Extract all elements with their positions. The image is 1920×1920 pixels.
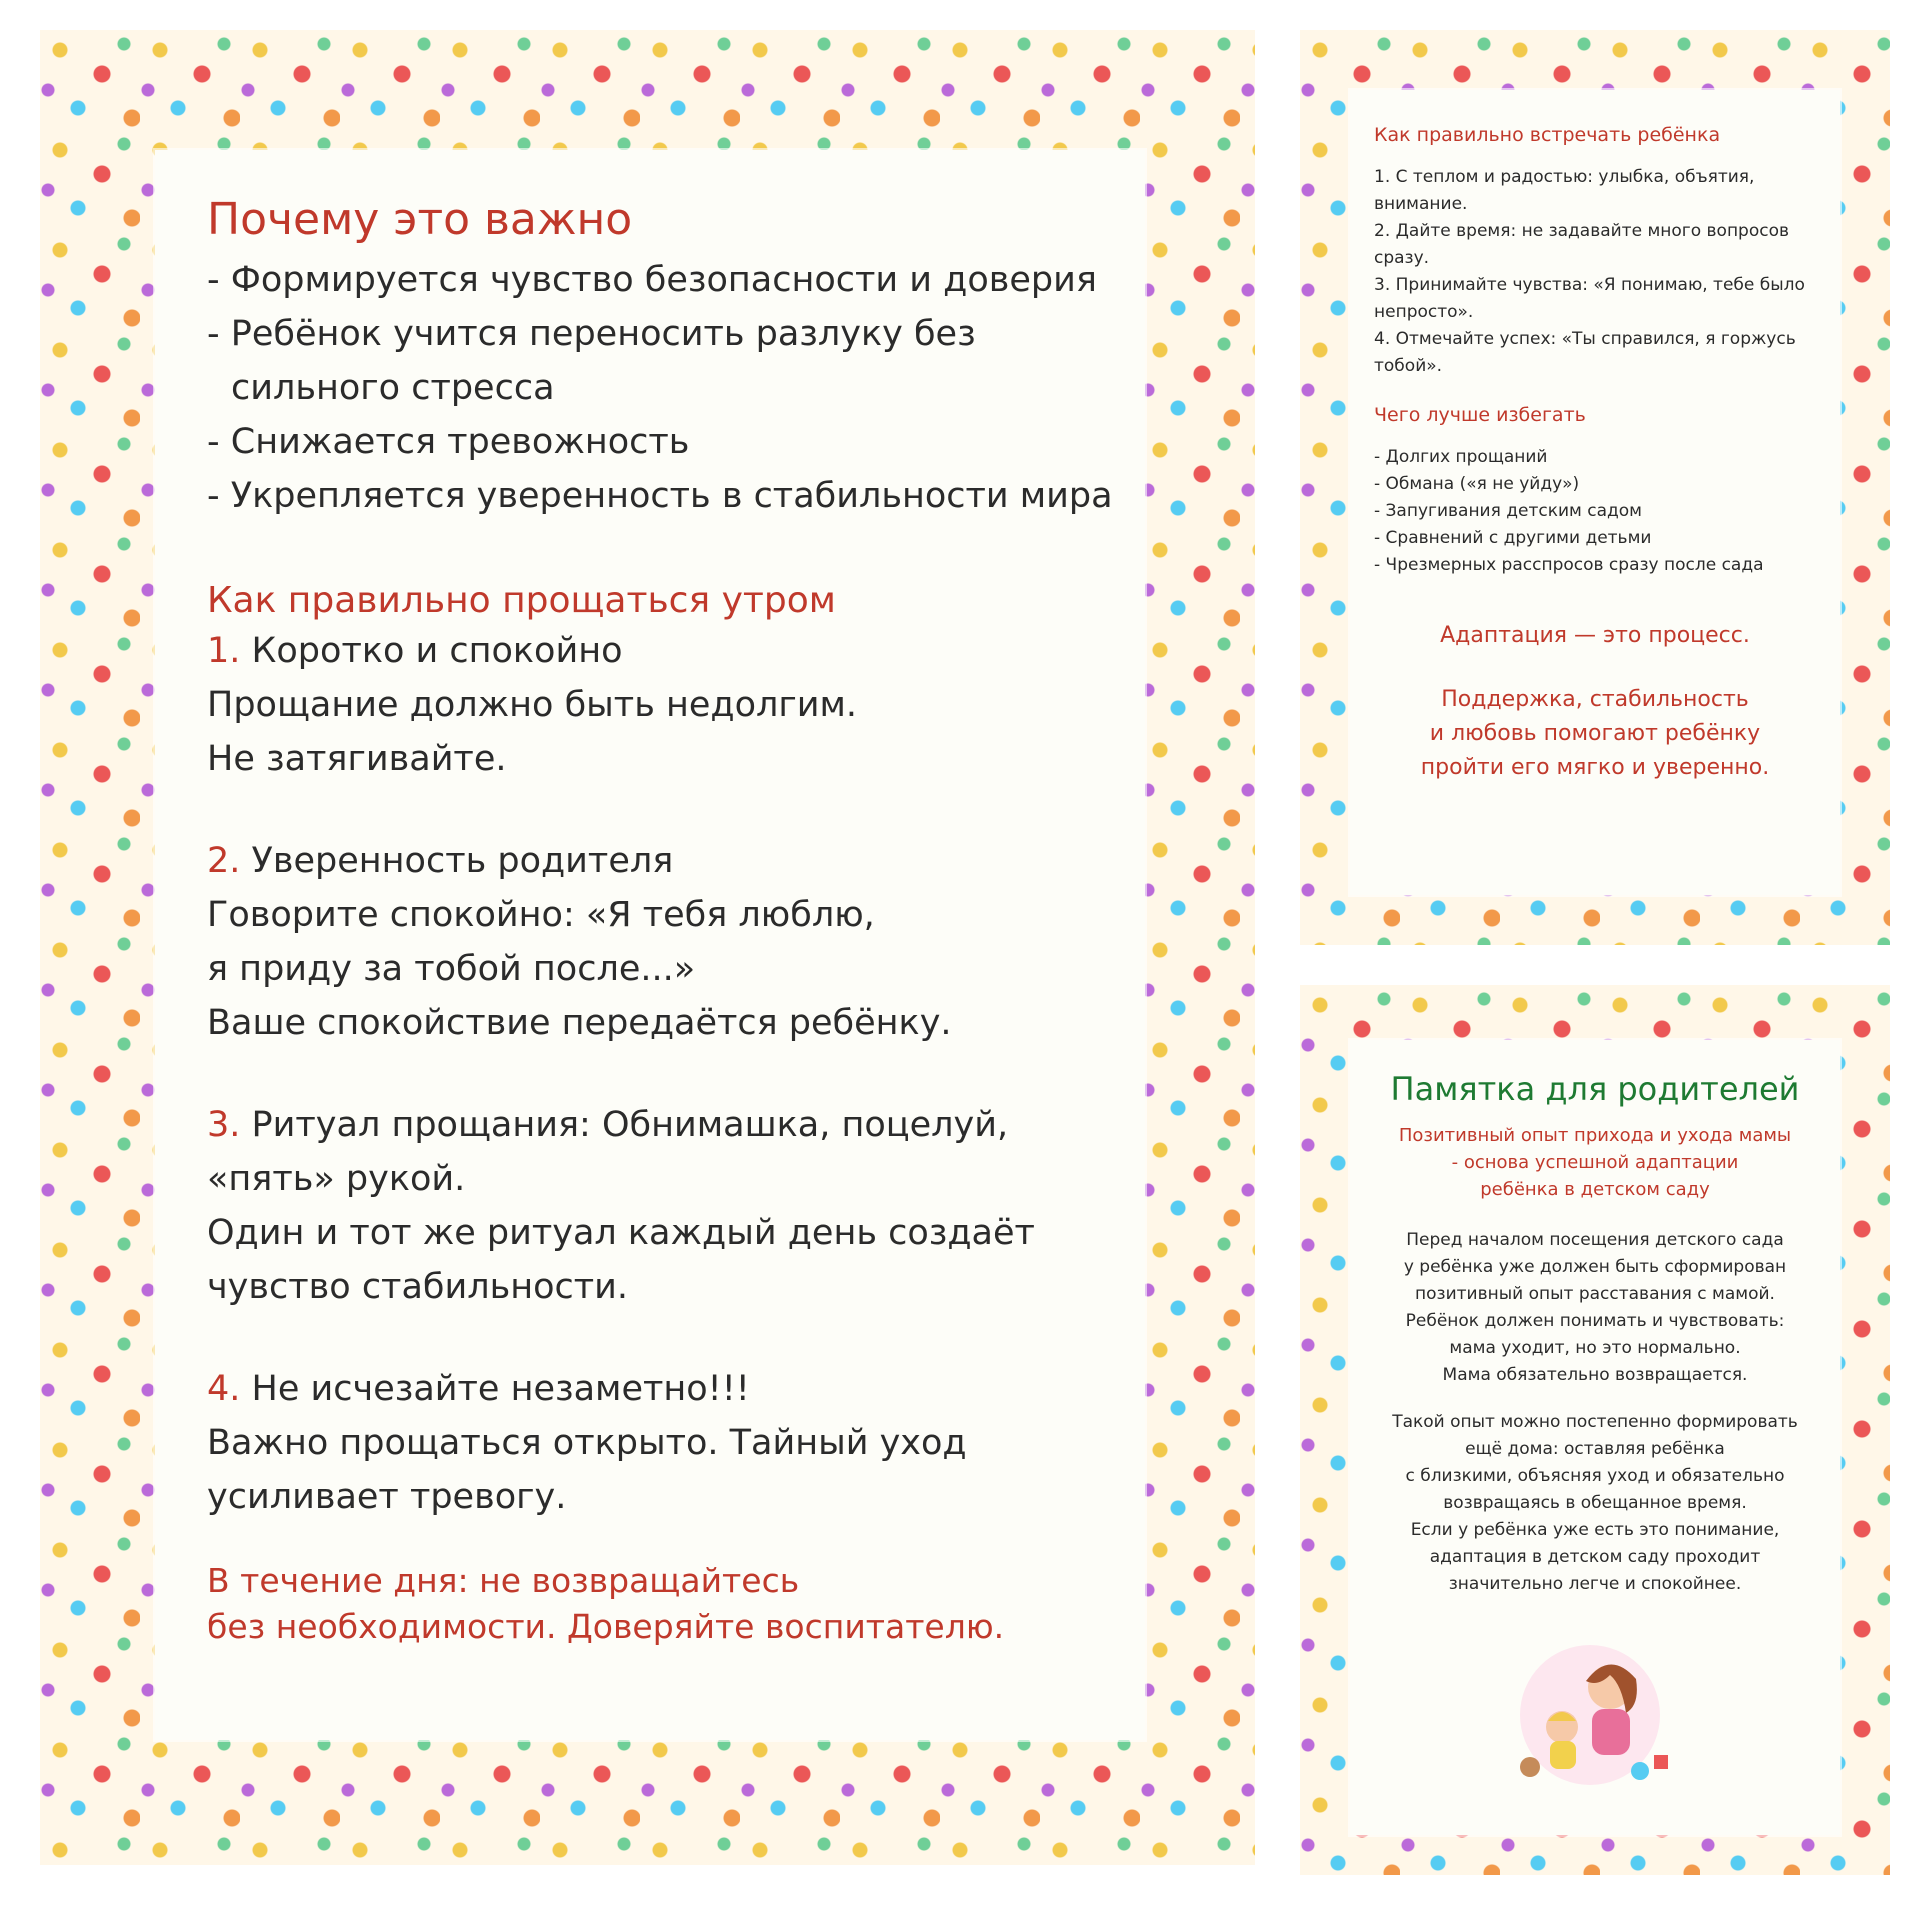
step-4 [207,1362,1125,1524]
step-number: 2. [207,840,241,881]
reasons-list [155,253,1145,523]
list-item: 4. Отмечайте успех: «Ты справился, я горжусь тобой». [1374,329,1796,376]
list-item: 3. Принимайте чувства: «Я понимаю, тебе было непросто». [1374,275,1805,322]
morning-title: Как правильно прощаться утром [207,579,836,621]
step-title: Уверенность родителя [251,840,674,881]
step-body: Говорите спокойно: «Я тебя люблю, я приду за тобой после...» Ваше спокойствие передаётся ребёнку. [207,894,952,1043]
step-number: 4. [207,1368,241,1409]
memo-title: Памятка для родителей [1390,1070,1800,1108]
bottom-right-card [1350,1040,1840,1835]
list-item: - Сравнений с другими детьми [1374,528,1652,548]
memo-paragraph-2: Такой опыт можно постепенно формировать ещё дома: оставляя ребёнка с близкими, объясняя уход и обязательно возвращаясь в обещанное время. Если у ребёнка уже есть это понимание, адаптация в детском саду проходит значительно легче и спокойнее. [1392,1412,1798,1594]
closing-line-2: Поддержка, стабильность и любовь помогают ребёнку пройти его мягко и уверенно. [1420,687,1770,780]
main-card [155,150,1145,1740]
step-title: Ритуал прощания: Обнимашка, поцелуй, «пять» рукой. [207,1104,1009,1199]
avoid-list [1374,444,1824,579]
step-body: Важно прощаться открыто. Тайный уход усиливает тревогу. [207,1422,967,1517]
memo-subtitle: Позитивный опыт прихода и ухода мамы - основа успешной адаптации ребёнка в детском саду [1398,1125,1792,1200]
top-right-card [1350,90,1840,895]
main-title: Почему это важно [207,194,633,245]
list-item: 1. С теплом и радостью: улыбка, объятия, внимание. [1374,167,1755,214]
main-footer: В течение дня: не возвращайтесь без необходимости. Доверяйте воспитателю. [207,1560,1005,1646]
meet-list [1374,164,1824,380]
list-item: - Формируется чувство безопасности и доверия [207,259,1097,300]
list-item: - Снижается тревожность [207,421,690,462]
list-item: - Обмана («я не уйду») [1374,474,1580,494]
list-item: 2. Дайте время: не задавайте много вопросов сразу. [1374,221,1790,268]
step-body: Прощание должно быть недолгим. Не затягивайте. [207,684,858,779]
top-right-sheet [1300,30,1890,945]
step-3 [207,1098,1125,1314]
avoid-title: Чего лучше избегать [1374,404,1586,426]
step-title: Коротко и спокойно [251,630,623,671]
list-item: - Чрезмерных расспросов сразу после сада [1374,555,1764,575]
list-item: - Запугивания детским садом [1374,501,1642,521]
list-item: - Укрепляется уверенность в стабильности мира [207,475,1113,516]
step-number: 1. [207,630,241,671]
meet-title: Как правильно встречать ребёнка [1374,124,1721,146]
memo-paragraph-1: Перед началом посещения детского сада у ребёнка уже должен быть сформирован позитивный опыт расставания с мамой. Ребёнок должен понимать и чувствовать: мама уходит, но это нормально. Мама обязательно возвращается. [1403,1230,1787,1385]
main-sheet [40,30,1255,1865]
list-item: - Ребёнок учится переносить разлуку без сильного стресса [207,313,976,408]
mother-and-child-illustration-icon [1490,1635,1690,1795]
step-number: 3. [207,1104,241,1145]
step-title: Не исчезайте незаметно!!! [251,1368,750,1409]
bottom-right-sheet [1300,985,1890,1875]
step-2 [207,834,1125,1050]
step-1 [207,624,1125,786]
step-body: Один и тот же ритуал каждый день создаёт чувство стабильности. [207,1212,1035,1307]
list-item: - Долгих прощаний [1374,447,1548,467]
closing-line-1: Адаптация — это процесс. [1440,623,1750,648]
